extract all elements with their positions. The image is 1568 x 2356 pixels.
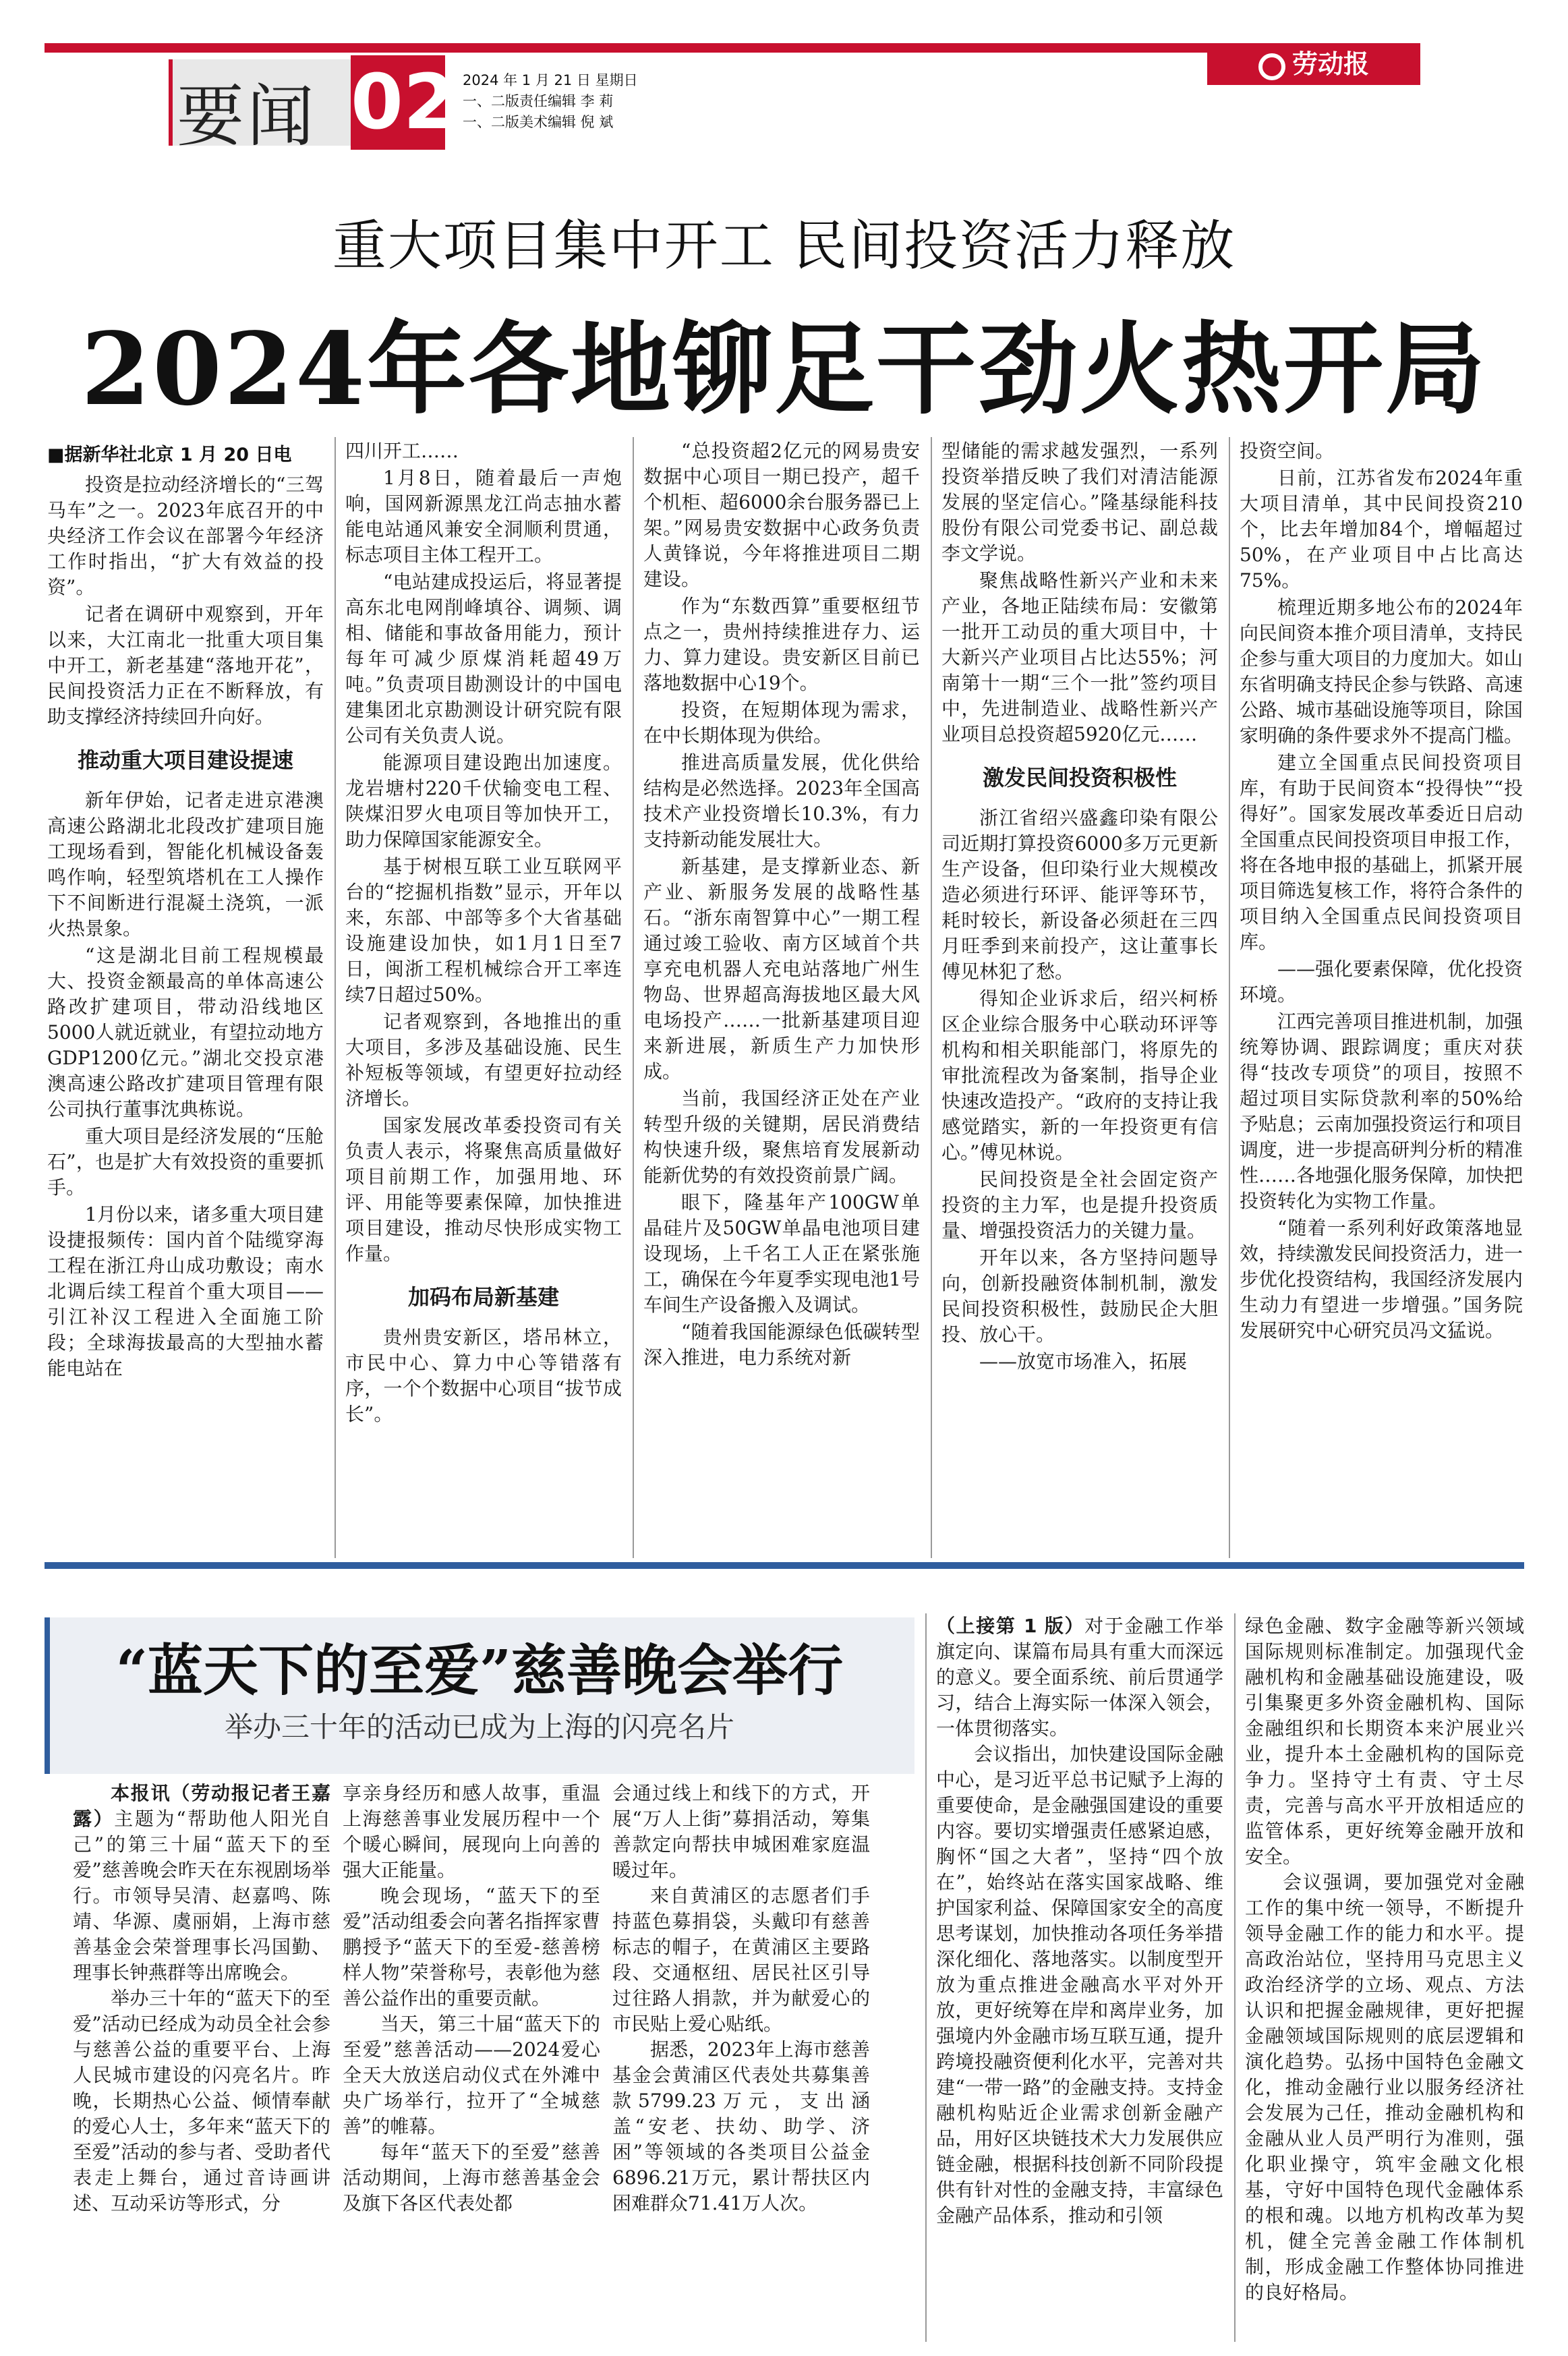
- section-rule: [45, 1562, 1524, 1569]
- paragraph: 当前，我国经济正处在产业转型升级的关键期，居民消费结构快速升级，聚焦培育发展新动能新优势的有效投资前景广阔。: [643, 1087, 920, 1186]
- section-heading: 加码布局新基建: [407, 1284, 559, 1310]
- masthead-rule: [45, 43, 1218, 53]
- paragraph: 国家发展改革委投资司有关负责人表示，将聚焦高质量做好项目前期工作，加强用地、环评、用能等要素保障，加快推进项目建设，推动尽快形成实物工作量。: [345, 1114, 622, 1265]
- lead-column-4: [941, 438, 1218, 1531]
- paragraph: 会议指出，加快建设国际金融中心，是习近平总书记赋予上海的重要使命，是金融强国建设的重要内容。要切实增强责任感紧迫感，胸怀“国之大者”，坚持“四个放在”，始终站在落实国家战略、维护国家利益、保障国家安全的高度思考谋划，加快推动各项任务举措深化细化、落地落实。以制度型开放为重点推进金融高水平对外开放，更好统筹在岸和离岸业务，加强境内外金融市场互联互通，提升跨境投融资便利化水平，完善对共建“一带一路”的金融支持。支持金融机构贴近企业需求创新金融产品，用好区块链技术大力发展供应链金融，根据科技创新不同阶段提供有针对性的金融支持，丰富绿色金融产品体系，推动和引领: [936, 1743, 1223, 2226]
- paragraph: 浙江省绍兴盛鑫印染有限公司近期打算投资6000多万元更新生产设备，但印染行业大规模改造必须进行环评、能评等环节，耗时较长，新设备必须赶在三四月旺季到来前投产，这让董事长傅见林犯了愁。: [941, 807, 1218, 983]
- paragraph: “电站建成投运后，将显著提高东北电网削峰填谷、调频、调相、储能和事故备用能力，预计每年可减少原煤消耗超49万吨。”负责项目勘测设计的中国电建集团北京勘测设计研究院有限公司有关负责人说。: [345, 571, 622, 747]
- lead-column-3: [643, 438, 920, 1531]
- paragraph: 开年以来，各方坚持问题导向，创新投融资体制机制，激发民间投资积极性，鼓励民企大胆投、放心干。: [941, 1246, 1218, 1346]
- paragraph: 基于树根互联工业互联网平台的“挖掘机指数”显示，开年以来，东部、中部等多个大省基础设施建设加快，如1月1日至7日，闽浙工程机械综合开工率连续7日超过50%。: [345, 855, 622, 1006]
- logo-mark-icon: [1258, 53, 1285, 80]
- paragraph: 贵州贵安新区，塔吊林立，市民中心、算力中心等错落有序，一个个数据中心项目“拔节成长”。: [345, 1326, 622, 1425]
- paragraph: 得知企业诉求后，绍兴柯桥区企业综合服务中心联动环评等机构和相关职能部门，将原先的审批流程改为备案制，指导企业快速改造投产。“政府的支持让我感觉踏实，新的一年投资更有信心。”傅见林说。: [941, 987, 1218, 1163]
- paragraph: “总投资超2亿元的网易贵安数据中心项目一期已投产，超千个机柜、超6000余台服务器已上架。”网易贵安数据中心政务负责人黄锋说，今年将推进项目二期建设。: [643, 440, 920, 590]
- paragraph: 举办三十年的“蓝天下的至爱”活动已经成为动员全社会参与慈善公益的重要平台、上海人民城市建设的闪亮名片。昨晚，长期热心公益、倾情奉献的爱心人士，多年来“蓝天下的至爱”活动的参与者、受助者代表走上舞台，通过音诗画讲述、互动采访等形式，分: [73, 1987, 330, 2214]
- finance-column-1: [936, 1613, 1223, 2344]
- paragraph: 来自黄浦区的志愿者们手持蓝色募捐袋，头戴印有慈善标志的帽子，在黄浦区主要路段、交通枢纽、居民社区引导过往路人捐款，并为献爱心的市民贴上爱心贴纸。: [612, 1885, 870, 2035]
- charity-column-2: [343, 1781, 600, 2344]
- paragraph: “这是湖北目前工程规模最大、投资金额最高的单体高速公路改扩建项目，带动沿线地区5000人就近就业，有望拉动地方GDP1200亿元。”湖北交投京港澳高速公路改扩建项目管理有限公司执行董事沈典栋说。: [47, 944, 324, 1120]
- lead-column-1: [47, 472, 324, 1565]
- art-editor-credit: 一、二版美术编辑 倪 斌: [463, 114, 614, 130]
- charity-column-1: [73, 1781, 330, 2344]
- paragraph: ——放宽市场准入，拓展: [979, 1350, 1188, 1373]
- paragraph: 记者在调研中观察到，开年以来，大江南北一批重大项目集中开工，新老基建“落地开花”，民间投资活力正在不断释放，有助支撑经济持续回升向好。: [47, 603, 324, 728]
- paper-name: 劳动报: [1291, 49, 1369, 79]
- lead-subhead: 重大项目集中开工 民间投资活力释放: [332, 214, 1236, 277]
- finance-column-2: [1245, 1613, 1524, 2344]
- column-divider: [931, 437, 932, 1558]
- section-heading: 推动重大项目建设提速: [77, 747, 293, 773]
- column-divider: [1229, 437, 1230, 1558]
- paragraph: [73, 1781, 330, 1986]
- paragraph: 重大项目是经济发展的“压舱石”，也是扩大有效投资的重要抓手。: [47, 1125, 324, 1199]
- continued-label: （上接第 1 版）: [936, 1615, 1085, 1637]
- paragraph: 民间投资是全社会固定资产投资的主力军，也是提升投资质量、增强投资活力的关键力量。: [941, 1168, 1218, 1242]
- paragraph: 型储能的需求越发强烈，一系列投资举措反映了我们对清洁能源发展的坚定信心。”隆基绿能科技股份有限公司党委书记、副总裁李文学说。: [941, 440, 1218, 565]
- paragraph: [936, 1613, 1223, 1742]
- paragraph: “随着一系列利好政策落地显效，持续激发民间投资活力，进一步优化投资结构，我国经济发展内生动力有望进一步增强。”国务院发展研究中心研究员冯文猛说。: [1240, 1217, 1523, 1342]
- paragraph: 记者观察到，各地推出的重大项目，多涉及基础设施、民生补短板等领域，有望更好拉动经济增长。: [345, 1010, 622, 1110]
- paragraph: 据悉，2023年上海市慈善基金会黄浦区代表处共募集善款5799.23万元，支出涵盖“安老、扶幼、助学、济困”等领域的各类项目公益金6896.21万元，累计帮扶区内困难群众71.41万人次。: [612, 2038, 870, 2214]
- paragraph: 1月份以来，诸多重大项目建设捷报频传：国内首个陆缆穿海工程在浙江舟山成功敷设；南水北调后续工程首个重大项目——引江补汉工程进入全面施工阶段；全球海拔最高的大型抽水蓄能电站在: [47, 1203, 324, 1379]
- masthead-meta: [463, 70, 638, 133]
- paragraph: 每年“蓝天下的至爱”慈善活动期间，上海市慈善基金会及旗下各区代表处都: [343, 2141, 600, 2214]
- paragraph: 晚会现场，“蓝天下的至爱”活动组委会向著名指挥家曹鹏授予“蓝天下的至爱-慈善榜样人物”荣誉称号，表彰他为慈善公益作出的重要贡献。: [343, 1885, 600, 2009]
- issue-date: 2024 年 1 月 21 日 星期日: [463, 72, 638, 88]
- section-heading: 激发民间投资积极性: [982, 765, 1177, 791]
- charity-headline: “蓝天下的至爱”慈善晚会举行: [115, 1638, 844, 1703]
- paragraph-text: 对于金融工作举旗定向、谋篇布局具有重大而深远的意义。要全面系统、前后贯通学习，结合上海实际一体深入领会，一体贯彻落实。: [936, 1615, 1223, 1740]
- paragraph: 新基建，是支撑新业态、新产业、新服务发展的战略性基石。“浙东南智算中心”一期工程通过竣工验收、南方区域首个共享充电机器人充电站落地广州生物岛、世界超高海拔地区最大风电场投产……一批新基建项目迎来新进展，新质生产力加快形成。: [643, 855, 920, 1083]
- paragraph: 眼下，隆基年产100GW单晶硅片及50GW单晶电池项目建设现场，上千名工人正在紧张施工，确保在今年夏季实现电池1号车间生产设备搬入及调试。: [643, 1191, 920, 1316]
- column-divider: [633, 437, 634, 1558]
- paragraph: 推进高质量发展，优化供给结构是必然选择。2023年全国高技术产业投资增长10.3%，有力支持新动能发展壮大。: [643, 751, 920, 851]
- paragraph: 1月8日，随着最后一声炮响，国网新源黑龙江尚志抽水蓄能电站通风兼安全洞顺利贯通，标志项目主体工程开工。: [345, 467, 622, 566]
- paragraph: 作为“东数西算”重要枢纽节点之一，贵州持续推进存力、运力、算力建设。贵安新区目前已落地数据中心19个。: [643, 595, 920, 694]
- column-divider: [335, 437, 336, 1558]
- paragraph: 投资空间。: [1240, 440, 1335, 462]
- page-number: 02: [351, 55, 445, 150]
- paragraph: 梳理近期多地公布的2024年向民间资本推介项目清单，支持民企参与重大项目的力度加大。如山东省明确支持民企参与铁路、高速公路、城市基础设施等项目，除国家明确的条件要求外不提高门槛。: [1240, 596, 1523, 747]
- paper-logo: [1207, 43, 1420, 85]
- charity-column-3: [612, 1781, 870, 2344]
- paragraph: 会议强调，要加强党对金融工作的集中统一领导，不断提升领导金融工作的能力和水平。提高政治站位，坚持用马克思主义政治经济学的立场、观点、方法认识和把握金融规律，更好把握金融领域国际规则的底层逻辑和演化趋势。弘扬中国特色金融文化，推动金融行业以服务经济社会发展为己任，推动金融机构和金融从业人员严明行为准则，强化职业操守，筑牢金融文化根基，守好中国特色现代金融体系的根和魂。以地方机构改革为契机，健全完善金融工作体制机制，形成金融工作整体协同推进的良好格局。: [1245, 1871, 1524, 2303]
- section-label: 要闻: [177, 77, 317, 156]
- paragraph: 绿色金融、数字金融等新兴领域国际规则标准制定。加强现代金融机构和金融基础设施建设，吸引集聚更多外资金融机构、国际金融组织和长期资本来沪展业兴业，提升本土金融机构的国际竞争力。坚持守土有责、守土尽责，完善与高水平开放相适应的监管体系，更好统筹金融开放和安全。: [1245, 1615, 1524, 1868]
- paragraph: 会通过线上和线下的方式，开展“万人上街”募捐活动，筹集善款定向帮扶申城困难家庭温暖过年。: [612, 1782, 870, 1881]
- charity-subhead: 举办三十年的活动已成为上海的闪亮名片: [224, 1711, 734, 1744]
- paragraph: 四川开工……: [345, 440, 459, 462]
- lead-headline: 2024年各地铆足干劲火热开局: [81, 310, 1487, 428]
- paragraph: 投资是拉动经济增长的“三驾马车”之一。2023年底召开的中央经济工作会议在部署今年经济工作时指出，“扩大有效益的投资”。: [47, 473, 324, 598]
- column-divider: [1234, 1613, 1236, 2342]
- paragraph: 当天，第三十届“蓝天下的至爱”慈善活动——2024爱心全天大放送启动仪式在外滩中央广场举行，拉开了“全城慈善”的帷幕。: [343, 2013, 600, 2137]
- paragraph: 新年伊始，记者走进京港澳高速公路湖北北段改扩建项目施工现场看到，智能化机械设备轰鸣作响，轻型筑塔机在工人操作下不间断进行混凝土浇筑，一派火热景象。: [47, 789, 324, 940]
- paragraph: 日前，江苏省发布2024年重大项目清单，其中民间投资210个，比去年增加84个，增幅超过50%，在产业项目中占比高达75%。: [1240, 467, 1523, 592]
- lead-column-2: [345, 438, 622, 1531]
- byline: 本报讯（劳动报记者王嘉露）: [73, 1782, 330, 1830]
- paragraph: 聚焦战略性新兴产业和未来产业，各地正陆续布局：安徽第一批开工动员的重大项目中，十大新兴产业项目占比达55%；河南第十一期“三个一批”签约项目中，先进制造业、战略性新兴产业项目总投资超5920亿元……: [941, 569, 1218, 745]
- paragraph: 享亲身经历和感人故事，重温上海慈善事业发展历程中一个个暖心瞬间，展现向上向善的强大正能量。: [343, 1782, 600, 1881]
- paragraph: 江西完善项目推进机制，加强统筹协调、跟踪调度；重庆对获得“技改专项贷”的项目，按照不超过项目实际贷款利率的50%给予贴息；云南加强投资运行和项目调度，进一步提高研判分析的精准性……各地强化服务保障，加快把投资转化为实物工作量。: [1240, 1010, 1523, 1212]
- paragraph: ——强化要素保障，优化投资环境。: [1240, 958, 1523, 1006]
- editor-credit: 一、二版责任编辑 李 莉: [463, 93, 614, 109]
- paragraph: 投资，在短期体现为需求，在中长期体现为供给。: [643, 699, 920, 747]
- paragraph: 建立全国重点民间投资项目库，有助于民间资本“投得快”“投得好”。国家发展改革委近日启动全国重点民间投资项目申报工作，将在各地申报的基础上，抓紧开展项目筛选复核工作，将符合条件的项目纳入全国重点民间投资项目库。: [1240, 751, 1523, 953]
- lead-column-5: [1240, 438, 1523, 1531]
- lead-dateline: ■据新华社北京 1 月 20 日电: [47, 444, 292, 465]
- paragraph: “随着我国能源绿色低碳转型深入推进，电力系统对新: [643, 1321, 920, 1369]
- paragraph-text: 主题为“帮助他人阳光自己”的第三十届“蓝天下的至爱”慈善晚会昨天在东视剧场举行。市领导吴清、赵嘉鸣、陈靖、华源、虞丽娟，上海市慈善基金会荣誉理事长冯国勤、理事长钟燕群等出席晚会。: [73, 1808, 330, 1984]
- paragraph: 能源项目建设跑出加速度。龙岩塘村220千伏输变电工程、陕煤汨罗火电项目等加快开工，助力保障国家能源安全。: [345, 751, 622, 851]
- column-divider: [925, 1613, 927, 2342]
